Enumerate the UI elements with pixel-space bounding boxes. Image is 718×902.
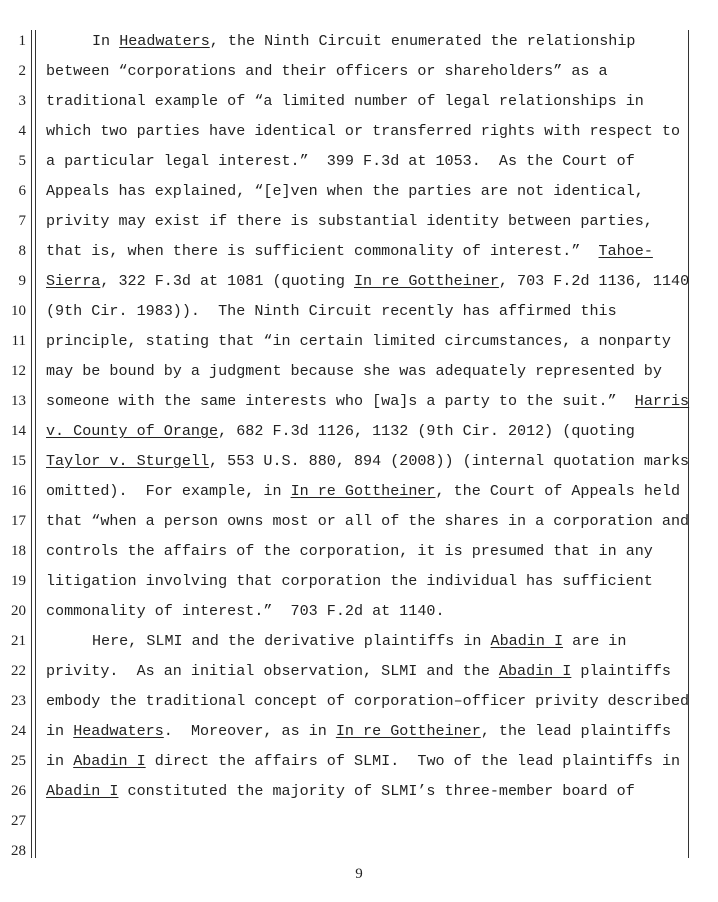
text-line [46, 746, 680, 776]
text-segment: embody the traditional concept of corporation–officer privity described [46, 692, 690, 710]
text-segment: that is, when there is sufficient commonality of interest.” [46, 242, 599, 260]
text-segment: may be bound by a judgment because she was adequately represented by [46, 362, 662, 380]
left-margin-rule [31, 30, 32, 858]
case-citation: Abadin I [490, 632, 564, 650]
text-segment: principle, stating that “in certain limited circumstances, a nonparty [46, 332, 671, 350]
text-segment: in [46, 722, 74, 740]
text-segment: , the lead plaintiffs [480, 722, 672, 740]
text-line [46, 296, 617, 326]
text-line [46, 716, 671, 746]
text-segment: that “when a person owns most or all of the shares in a corporation and [46, 512, 690, 530]
text-line [92, 26, 635, 56]
line-number: 6 [18, 183, 26, 199]
line-number: 2 [18, 63, 26, 79]
line-number: 14 [11, 423, 26, 439]
text-line [46, 116, 680, 146]
line-number: 16 [11, 483, 26, 499]
text-line [46, 236, 653, 266]
case-citation: Tahoe- [598, 242, 653, 260]
case-citation: Harris [634, 392, 690, 410]
text-line [46, 656, 671, 686]
line-number: 20 [11, 603, 26, 619]
line-number: 24 [11, 723, 26, 739]
text-segment: commonality of interest.” 703 F.2d at 1140. [46, 602, 445, 620]
text-segment: privity may exist if there is substantial identity between parties, [46, 212, 653, 230]
text-segment: are in [563, 632, 627, 650]
text-line [46, 266, 689, 296]
line-number: 26 [11, 783, 26, 799]
line-number: 21 [11, 633, 26, 649]
left-margin-rule-inner [35, 30, 36, 858]
text-segment: someone with the same interests who [wa]s a party to the suit.” [46, 392, 635, 410]
case-citation: Sierra [46, 272, 101, 290]
page-number: 9 [355, 866, 363, 882]
text-segment: , 682 F.3d 1126, 1132 (9th Cir. 2012) (quoting [218, 422, 635, 440]
text-segment: . Moreover, as in [163, 722, 336, 740]
line-number: 15 [11, 453, 26, 469]
line-number: 10 [11, 303, 26, 319]
case-citation: Headwaters [119, 32, 210, 50]
line-number: 1 [18, 33, 26, 49]
case-citation: Abadin I [73, 752, 146, 770]
case-citation: Headwaters [73, 722, 164, 740]
text-line [46, 476, 680, 506]
text-segment: , 322 F.3d at 1081 (quoting [100, 272, 354, 290]
line-number: 5 [18, 153, 26, 169]
text-line [46, 326, 671, 356]
text-line [46, 356, 662, 386]
text-segment: , the Ninth Circuit enumerated the relationship [209, 32, 636, 50]
case-citation: Abadin I [498, 662, 572, 680]
text-line [46, 506, 689, 536]
line-number: 7 [18, 213, 26, 229]
line-number: 8 [18, 243, 26, 259]
text-line [46, 416, 635, 446]
text-line [46, 386, 689, 416]
text-segment: a particular legal interest.” 399 F.3d at 1053. As the Court of [46, 152, 635, 170]
text-segment: between “corporations and their officers or shareholders” as a [46, 62, 608, 80]
text-line [46, 176, 644, 206]
line-number: 19 [11, 573, 26, 589]
text-segment: litigation involving that corporation the individual has sufficient [46, 572, 653, 590]
line-number: 3 [18, 93, 26, 109]
text-segment: Appeals has explained, “[e]ven when the parties are not identical, [46, 182, 644, 200]
text-segment: , the Court of Appeals held [435, 482, 681, 500]
line-number: 25 [11, 753, 26, 769]
text-segment: traditional example of “a limited number of legal relationships in [46, 92, 644, 110]
case-citation: v. County of Orange [46, 422, 219, 440]
line-number: 22 [11, 663, 26, 679]
text-segment: direct the affairs of SLMI. Two of the lead plaintiffs in [145, 752, 681, 770]
text-line [46, 446, 689, 476]
text-line [46, 86, 644, 116]
text-line [46, 146, 635, 176]
case-citation: Taylor v. Sturgell [46, 452, 210, 470]
line-number: 17 [11, 513, 26, 529]
text-segment: constituted the majority of SLMI’s three-member board of [118, 782, 635, 800]
line-number: 28 [11, 843, 26, 859]
text-line [46, 56, 608, 86]
line-number: 27 [11, 813, 26, 829]
text-line [46, 686, 689, 716]
text-segment: In [92, 32, 120, 50]
text-line [46, 536, 653, 566]
text-segment: Here, SLMI and the derivative plaintiffs in [92, 632, 491, 650]
text-segment: omitted). For example, in [46, 482, 291, 500]
text-line [46, 596, 445, 626]
text-segment: which two parties have identical or transferred rights with respect to [46, 122, 681, 140]
case-citation: In re Gottheiner [335, 722, 481, 740]
case-citation: In re Gottheiner [290, 482, 436, 500]
text-line [92, 626, 626, 656]
case-citation: Abadin I [46, 782, 119, 800]
line-number: 13 [11, 393, 26, 409]
line-number: 4 [18, 123, 26, 139]
text-segment: , 553 U.S. 880, 894 (2008)) (internal quotation marks [209, 452, 690, 470]
text-segment: in [46, 752, 74, 770]
line-number: 12 [11, 363, 26, 379]
right-margin-rule [688, 30, 689, 858]
text-segment: controls the affairs of the corporation, it is presumed that in any [46, 542, 653, 560]
line-number: 18 [11, 543, 26, 559]
text-segment: , 703 F.2d 1136, 1140 [498, 272, 690, 290]
text-line [46, 776, 635, 806]
text-segment: plaintiffs [571, 662, 671, 680]
text-line [46, 566, 653, 596]
text-segment: privity. As an initial observation, SLMI and the [46, 662, 499, 680]
text-line [46, 206, 653, 236]
line-number: 9 [18, 273, 26, 289]
text-segment: (9th Cir. 1983)). The Ninth Circuit recently has affirmed this [46, 302, 617, 320]
line-number: 23 [11, 693, 26, 709]
line-number: 11 [11, 333, 26, 349]
case-citation: In re Gottheiner [353, 272, 499, 290]
